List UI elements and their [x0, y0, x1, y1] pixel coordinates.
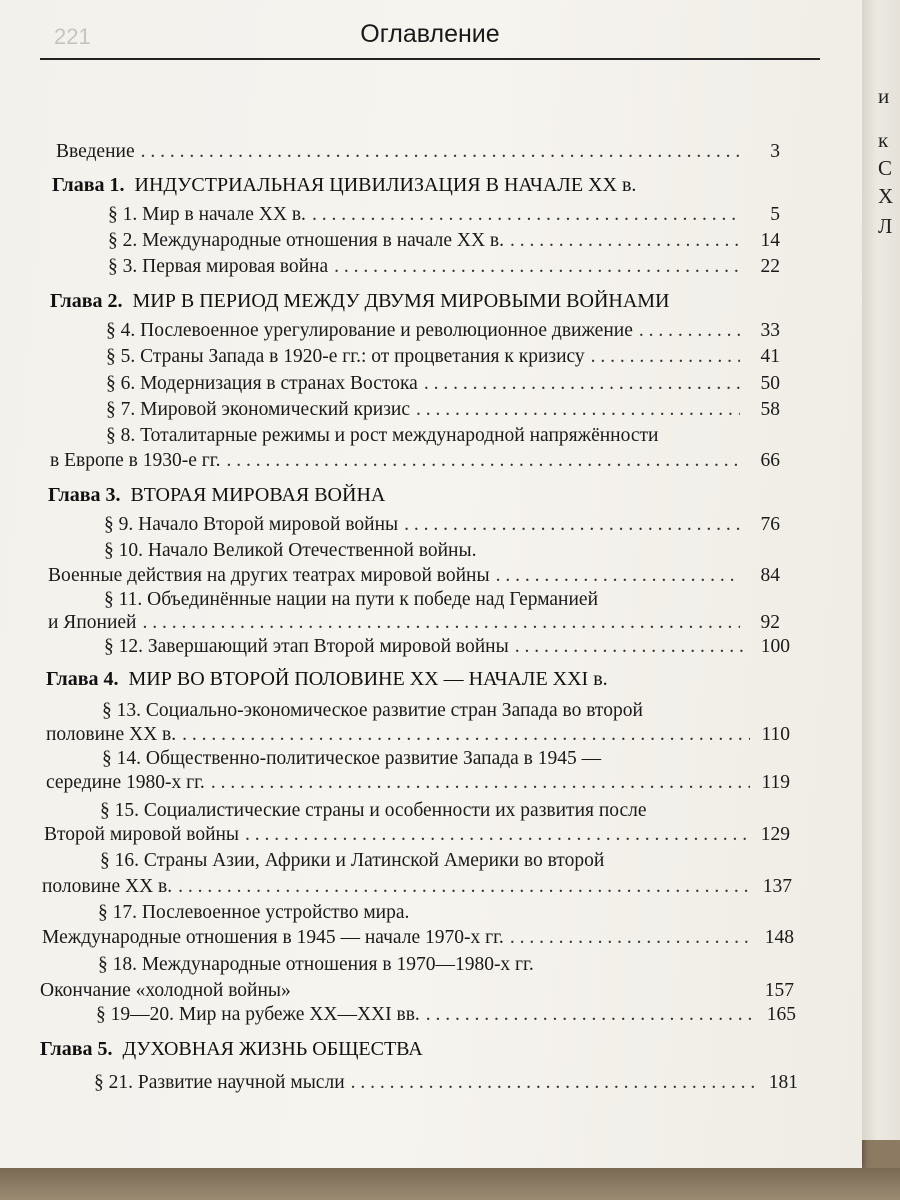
toc-entry	[106, 399, 780, 421]
toc-page-number: 157	[764, 980, 794, 1001]
toc-entry-title: Военные действия на других театрах мировой войны	[48, 565, 490, 586]
toc-entry	[104, 514, 780, 536]
toc-leader-dots	[182, 724, 750, 746]
toc-entry	[46, 772, 790, 794]
toc-leader-dots	[226, 450, 740, 472]
toc-entry	[46, 724, 790, 746]
chapter-label: Глава 5.	[40, 1038, 113, 1060]
toc-page-number: 110	[761, 724, 790, 745]
toc-entry	[106, 346, 780, 368]
toc-leader-dots	[404, 514, 740, 536]
toc-leader-dots	[245, 824, 750, 846]
chapter-heading-3	[48, 484, 385, 507]
toc-page-number: 76	[760, 514, 780, 535]
toc-entry	[108, 204, 780, 226]
toc-entry-title: § 1. Мир в начале XX в.	[108, 204, 306, 225]
toc-entry-line: § 11. Объединённые нации на пути к победе над Германией	[104, 589, 599, 610]
toc-page-number: 50	[760, 373, 780, 394]
toc-page-number: 41	[760, 346, 780, 367]
toc-leader-dots	[510, 230, 740, 252]
toc-entry-title: и Японией	[48, 612, 137, 633]
toc-entry	[106, 320, 780, 342]
toc-entry-title: § 9. Начало Второй мировой войны	[104, 514, 399, 535]
adjacent-page-edge	[862, 0, 900, 1140]
toc-entry-title: половине XX в.	[46, 724, 177, 745]
toc-page-number: 148	[764, 927, 794, 948]
desk-surface	[0, 1168, 900, 1200]
toc-entry-title: половине XX в.	[42, 876, 173, 897]
toc-entry-line: § 13. Социально-экономическое развитие стран Запада во второй	[102, 700, 643, 721]
adjacent-page-letter: Х	[878, 184, 894, 208]
toc-leader-dots	[211, 772, 750, 794]
adjacent-page-letter: Л	[878, 214, 893, 238]
toc-entry-title: Введение	[56, 141, 135, 162]
chapter-label: Глава 3.	[48, 484, 121, 506]
toc-leader-dots	[334, 256, 740, 278]
chapter-label: Глава 1.	[52, 174, 125, 196]
toc-entry	[42, 927, 794, 949]
toc-entry	[44, 824, 790, 846]
toc-entry-title: в Европе в 1930-е гг.	[50, 450, 221, 471]
toc-entry-line: § 14. Общественно-политическое развитие Запада в 1945 —	[102, 748, 602, 769]
toc-leader-dots	[510, 927, 754, 949]
toc-page-number: 100	[760, 636, 790, 657]
toc-leader-dots	[496, 565, 740, 587]
toc-entry-line: § 18. Международные отношения в 1970—1980-х гг.	[98, 954, 534, 975]
toc-leader-dots	[639, 320, 740, 342]
toc-page-number: 181	[768, 1072, 798, 1093]
toc-page-number: 14	[760, 230, 780, 251]
chapter-title: ИНДУСТРИАЛЬНАЯ ЦИВИЛИЗАЦИЯ В НАЧАЛЕ XX в.	[134, 174, 637, 196]
toc-entry-intro	[56, 141, 780, 163]
toc-leader-dots	[141, 141, 740, 163]
chapter-title: ДУХОВНАЯ ЖИЗНЬ ОБЩЕСТВА	[122, 1038, 423, 1060]
adjacent-page-letter: и	[878, 84, 890, 108]
chapter-heading-4	[46, 668, 608, 691]
toc-entry	[40, 980, 794, 1002]
toc-page-number: 119	[761, 772, 790, 793]
toc-entry	[96, 1004, 796, 1026]
chapter-label: Глава 2.	[50, 290, 123, 312]
toc-entry-title: § 5. Страны Запада в 1920-е гг.: от процветания к кризису	[106, 346, 585, 367]
toc-entry-line: § 10. Начало Великой Отечественной войны.	[104, 540, 477, 561]
toc-entry-title: § 6. Модернизация в странах Востока	[106, 373, 418, 394]
toc-entry-title: § 3. Первая мировая война	[108, 256, 329, 277]
adjacent-page-letter: С	[878, 156, 893, 180]
toc-page-number: 58	[760, 399, 780, 420]
toc-entry	[42, 876, 792, 898]
toc-leader-dots	[178, 876, 752, 898]
toc-page-number: 3	[770, 141, 780, 162]
toc-entry-title: § 7. Мировой экономический кризис	[106, 399, 411, 420]
adjacent-page-letter: к	[878, 128, 889, 152]
toc-entry-title: середине 1980-х гг.	[46, 772, 205, 793]
toc-leader-dots	[515, 636, 750, 658]
chapter-label: Глава 4.	[46, 668, 119, 690]
toc-entry	[48, 612, 780, 634]
toc-entry-line: § 8. Тоталитарные режимы и рост международной напряжённости	[106, 425, 659, 446]
page-number: 221	[54, 24, 91, 49]
toc-leader-dots	[142, 612, 740, 634]
toc-leader-dots	[591, 346, 740, 368]
toc-entry-title: § 4. Послевоенное урегулирование и революционное движение	[106, 320, 633, 341]
toc-page-number: 137	[762, 876, 792, 897]
toc-entry	[48, 565, 780, 587]
toc-entry-title: § 2. Международные отношения в начале XX в.	[108, 230, 505, 251]
chapter-heading-5	[40, 1038, 423, 1061]
page-title: Оглавление	[360, 20, 500, 48]
toc-entry-title: § 21. Развитие научной мысли	[94, 1072, 345, 1093]
toc-entry-line: § 17. Послевоенное устройство мира.	[98, 902, 410, 923]
toc-page-number: 92	[760, 612, 780, 633]
toc-page-number: 129	[760, 824, 790, 845]
toc-page-number: 165	[766, 1004, 796, 1025]
toc-entry-title: Окончание «холодной войны»	[40, 980, 291, 1001]
toc-entry	[106, 373, 780, 395]
chapter-title: МИР В ПЕРИОД МЕЖДУ ДВУМЯ МИРОВЫМИ ВОЙНАМИ	[132, 290, 670, 312]
toc-page-number: 22	[760, 256, 780, 277]
toc-leader-dots	[312, 204, 740, 226]
toc-leader-dots	[416, 399, 740, 421]
toc-entry	[108, 256, 780, 278]
toc-leader-dots	[351, 1072, 758, 1094]
chapter-heading-1	[52, 174, 636, 197]
toc-entry-title: Второй мировой войны	[44, 824, 240, 845]
toc-page-number: 66	[760, 450, 780, 471]
toc-entry	[94, 1072, 798, 1094]
toc-page-number: 33	[760, 320, 780, 341]
toc-page-number: 5	[770, 204, 780, 225]
toc-entry-title: § 19—20. Мир на рубеже XX—XXI вв.	[96, 1004, 420, 1025]
chapter-heading-2	[50, 290, 670, 313]
toc-entry-title: § 12. Завершающий этап Второй мировой войны	[104, 636, 509, 657]
toc-entry	[108, 230, 780, 252]
toc-entry-line: § 15. Социалистические страны и особенности их развития после	[100, 800, 647, 821]
toc-leader-dots	[424, 373, 740, 395]
toc-page-number: 84	[760, 565, 780, 586]
toc-leader-dots	[426, 1004, 756, 1026]
toc-entry-line: § 16. Страны Азии, Африки и Латинской Америки во второй	[100, 850, 605, 871]
toc-entry-title: Международные отношения в 1945 — начале 1970-х гг.	[42, 927, 504, 948]
toc-entry	[50, 450, 780, 472]
chapter-title: МИР ВО ВТОРОЙ ПОЛОВИНЕ XX — НАЧАЛЕ XXI в.	[128, 668, 608, 690]
toc-entry	[104, 636, 790, 658]
chapter-title: ВТОРАЯ МИРОВАЯ ВОЙНА	[130, 484, 386, 506]
